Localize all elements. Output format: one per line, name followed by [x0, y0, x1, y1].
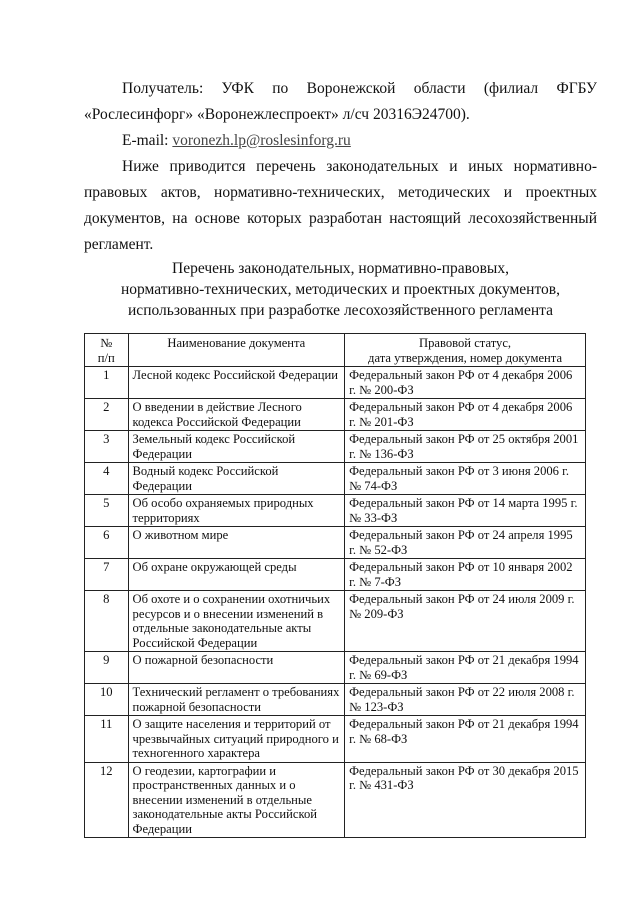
table-row	[85, 762, 586, 838]
row-number: 6	[85, 527, 129, 559]
row-legal-status: Федеральный закон РФ от 4 декабря 2006 г. № 201-ФЗ	[345, 399, 586, 431]
header-status-line-2: дата утверждения, номер документа	[368, 350, 563, 365]
header-number	[85, 334, 129, 367]
table-row	[85, 652, 586, 684]
heading-line-1: Перечень законодательных, нормативно-правовых,	[172, 260, 509, 277]
row-number: 2	[85, 399, 129, 431]
table-row	[85, 684, 586, 716]
row-number: 10	[85, 684, 129, 716]
row-document-name: Об особо охраняемых природных территориях	[128, 495, 345, 527]
heading-line-2: нормативно-технических, методических и проектных документов,	[121, 281, 560, 298]
header-legal-status	[345, 334, 586, 367]
row-legal-status: Федеральный закон РФ от 3 июня 2006 г. № 74-ФЗ	[345, 463, 586, 495]
table-row	[85, 716, 586, 763]
row-legal-status: Федеральный закон РФ от 4 декабря 2006 г. № 200-ФЗ	[345, 367, 586, 399]
header-number-line-2: п/п	[97, 350, 115, 365]
row-legal-status: Федеральный закон РФ от 25 октября 2001 г. № 136-ФЗ	[345, 431, 586, 463]
table-body	[85, 367, 586, 838]
row-number: 9	[85, 652, 129, 684]
row-legal-status: Федеральный закон РФ от 30 декабря 2015 г. № 431-ФЗ	[345, 762, 586, 838]
row-document-name: О защите населения и территорий от чрезвычайных ситуаций природного и техногенного характера	[128, 716, 345, 763]
row-number: 4	[85, 463, 129, 495]
table-row	[85, 495, 586, 527]
row-document-name: Лесной кодекс Российской Федерации	[128, 367, 345, 399]
documents-table	[84, 333, 586, 838]
row-document-name: Водный кодекс Российской Федерации	[128, 463, 345, 495]
row-legal-status: Федеральный закон РФ от 14 марта 1995 г. № 33-ФЗ	[345, 495, 586, 527]
header-status-line-1: Правовой статус,	[419, 336, 512, 350]
table-row	[85, 367, 586, 399]
row-number: 3	[85, 431, 129, 463]
heading-line-3: использованных при разработке лесохозяйственного регламента	[128, 302, 553, 319]
row-document-name: Технический регламент о требованиях пожарной безопасности	[128, 684, 345, 716]
table-row	[85, 559, 586, 591]
row-number: 8	[85, 591, 129, 652]
row-document-name: Об охоте и о сохранении охотничьих ресурсов и о внесении изменений в отдельные законодательные акты Российской Федерации	[128, 591, 345, 652]
row-document-name: Земельный кодекс Российской Федерации	[128, 431, 345, 463]
row-legal-status: Федеральный закон РФ от 21 декабря 1994 г. № 68-ФЗ	[345, 716, 586, 763]
recipient-paragraph: Получатель: УФК по Воронежской области (филиал ФГБУ «Рослесинфорг» «Воронежлеспроект» л/сч 20316Э24700).	[84, 80, 597, 123]
header-document-name: Наименование документа	[128, 334, 345, 367]
row-document-name: О геодезии, картографии и пространственных данных и о внесении изменений в отдельные законодательные акты Российской Федерации	[128, 762, 345, 838]
email-label: E-mail:	[122, 132, 173, 149]
table-row	[85, 431, 586, 463]
row-legal-status: Федеральный закон РФ от 22 июля 2008 г. № 123-ФЗ	[345, 684, 586, 716]
row-document-name: О пожарной безопасности	[128, 652, 345, 684]
list-heading	[84, 258, 597, 321]
email-link[interactable]: voronezh.lp@roslesinforg.ru	[172, 132, 351, 149]
row-legal-status: Федеральный закон РФ от 24 июля 2009 г. № 209-ФЗ	[345, 591, 586, 652]
row-number: 7	[85, 559, 129, 591]
email-line	[122, 128, 351, 154]
row-legal-status: Федеральный закон РФ от 24 апреля 1995 г. № 52-ФЗ	[345, 527, 586, 559]
table-row	[85, 591, 586, 652]
row-number: 11	[85, 716, 129, 763]
table-row	[85, 399, 586, 431]
row-legal-status: Федеральный закон РФ от 10 января 2002 г. № 7-ФЗ	[345, 559, 586, 591]
row-number: 5	[85, 495, 129, 527]
table-row	[85, 463, 586, 495]
row-number: 1	[85, 367, 129, 399]
table-header-row	[85, 334, 586, 367]
row-document-name: О введении в действие Лесного кодекса Российской Федерации	[128, 399, 345, 431]
row-legal-status: Федеральный закон РФ от 21 декабря 1994 г. № 69-ФЗ	[345, 652, 586, 684]
header-number-line-1: №	[100, 336, 113, 350]
row-document-name: О животном мире	[128, 527, 345, 559]
table-row	[85, 527, 586, 559]
row-document-name: Об охране окружающей среды	[128, 559, 345, 591]
row-number: 12	[85, 762, 129, 838]
intro-paragraph: Ниже приводится перечень законодательных и иных нормативно-правовых актов, нормативно-технических, методических и проектных документов, на основе которых разработан настоящий лесохозяйственный регламент.	[84, 158, 597, 253]
